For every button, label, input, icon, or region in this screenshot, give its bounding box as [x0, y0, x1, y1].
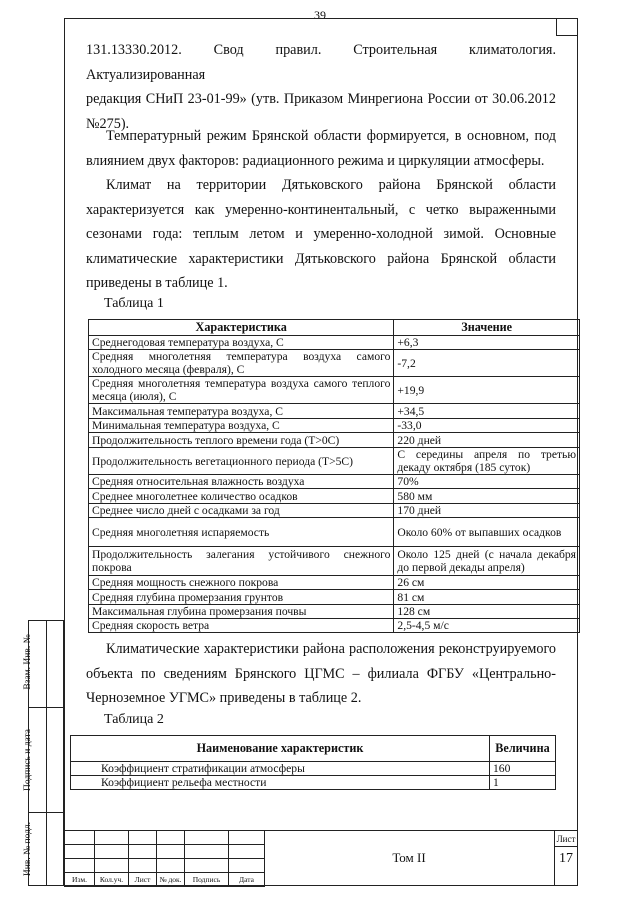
frame-corner-box	[556, 18, 578, 36]
table-row	[89, 336, 580, 350]
stamp-column-label: Дата	[229, 873, 265, 887]
column-header: Величина	[490, 736, 556, 762]
characteristic-cell: Средняя многолетняя температура воздуха самого холодного месяца (февраля), С	[89, 350, 394, 377]
paragraph-temperature: Температурный режим Брянской области формируется, в основном, под влиянием двух факторов: радиационного режима и циркуляции атмосферы.	[86, 128, 556, 169]
side-label-original-inventory: Инв. № подл.	[23, 821, 33, 877]
value-cell: 81 см	[394, 590, 580, 605]
column-header: Значение	[394, 320, 580, 336]
table-header-row	[71, 736, 556, 762]
table-row	[71, 762, 556, 776]
revision-row	[65, 831, 265, 845]
coefficients-table	[70, 735, 556, 790]
table-row	[89, 547, 580, 576]
sheet-label: Лист	[556, 834, 576, 844]
reference-line: №275).	[86, 115, 130, 132]
characteristic-cell: Максимальная глубина промерзания почвы	[89, 605, 394, 619]
table1-caption: Таблица 1	[104, 296, 164, 311]
value-cell: 26 см	[394, 576, 580, 590]
table-row	[89, 619, 580, 633]
characteristic-cell: Средняя мощность снежного покрова	[89, 576, 394, 590]
climate-table	[88, 319, 580, 633]
table-row	[89, 576, 580, 590]
characteristic-cell: Среднегодовая температура воздуха, С	[89, 336, 394, 350]
table-row	[89, 433, 580, 448]
characteristic-cell: Среднее число дней с осадками за год	[89, 504, 394, 518]
characteristic-cell: Средняя многолетняя температура воздуха самого теплого месяца (июля), С	[89, 377, 394, 404]
value-cell: 220 дней	[394, 433, 580, 448]
value-cell: 580 мм	[394, 489, 580, 504]
revision-header-row	[65, 873, 265, 887]
table-row	[89, 475, 580, 489]
table-row	[89, 404, 580, 419]
revision-row	[65, 859, 265, 873]
stamp-column-label: Изм.	[65, 873, 95, 887]
revision-grid	[64, 830, 265, 887]
table-row	[89, 605, 580, 619]
characteristic-cell: Максимальная температура воздуха, С	[89, 404, 394, 419]
side-label-signature-date: Подпись и дата	[23, 729, 33, 792]
paragraph-sources: Климатические характеристики района расположения реконструируемого объекта по сведениям Брянского ЦГМС – филиала ФГБУ «Центрально-Черноземное УГМС» приведены в таблице 2.	[86, 641, 556, 706]
paragraph-climate: Климат на территории Дятьковского района Брянской области характеризуется как умеренно-континентальный, с четко выраженными сезонами года: теплым летом и умеренно-холодной зимой. Основные климатические характеристики Дятьковского района Брянской области приведены в таблице 1.	[86, 177, 556, 291]
side-stamp-divider	[28, 707, 64, 708]
characteristic-cell: Средняя относительная влажность воздуха	[89, 475, 394, 489]
value-cell: -7,2	[394, 350, 580, 377]
side-stamp-divider	[28, 812, 64, 813]
characteristic-cell: Минимальная температура воздуха, С	[89, 419, 394, 433]
table2-caption: Таблица 2	[104, 712, 164, 727]
value-cell: +19,9	[394, 377, 580, 404]
characteristic-cell: Продолжительность вегетационного периода (Т>5С)	[89, 448, 394, 475]
sheet-box-divider	[554, 846, 578, 847]
characteristic-cell: Коэффициент стратификации атмосферы	[71, 762, 490, 776]
value-cell: 170 дней	[394, 504, 580, 518]
value-cell: 128 см	[394, 605, 580, 619]
stamp-column-label: Подпись	[185, 873, 229, 887]
characteristic-cell: Продолжительность теплого времени года (Т>0С)	[89, 433, 394, 448]
column-header: Наименование характеристик	[71, 736, 490, 762]
table-header-row	[89, 320, 580, 336]
value-cell: 2,5-4,5 м/с	[394, 619, 580, 633]
value-cell: Около 60% от выпавших осадков	[394, 518, 580, 547]
value-cell: +6,3	[394, 336, 580, 350]
stamp-column-label: № док.	[157, 873, 185, 887]
characteristic-cell: Средняя глубина промерзания грунтов	[89, 590, 394, 605]
sheet-number: 17	[559, 851, 573, 866]
table-row	[89, 377, 580, 404]
value-cell: Около 125 дней (с начала декабря до первой декады апреля)	[394, 547, 580, 576]
characteristic-cell: Среднее многолетнее количество осадков	[89, 489, 394, 504]
value-cell: 160	[490, 762, 556, 776]
value-cell: С середины апреля по третью декаду октября (185 суток)	[394, 448, 580, 475]
stamp-column-label: Кол.уч.	[95, 873, 129, 887]
characteristic-cell: Средняя многолетняя испаряемость	[89, 518, 394, 547]
page-number: 39	[314, 8, 326, 22]
value-cell: +34,5	[394, 404, 580, 419]
paragraph-reference	[86, 38, 556, 136]
value-cell: 1	[490, 776, 556, 790]
stamp-column-label: Лист	[129, 873, 157, 887]
table-row	[89, 518, 580, 547]
table-row	[89, 590, 580, 605]
characteristic-cell: Средняя скорость ветра	[89, 619, 394, 633]
table-row	[89, 448, 580, 475]
side-stamp-divider	[46, 620, 47, 886]
table-row	[89, 419, 580, 433]
revision-row	[65, 845, 265, 859]
table-row	[71, 776, 556, 790]
characteristic-cell: Продолжительность залегания устойчивого снежного покрова	[89, 547, 394, 576]
reference-line: редакция СНиП 23-01-99» (утв. Приказом Минрегиона России от 30.06.2012	[86, 91, 556, 107]
table-row	[89, 504, 580, 518]
value-cell: 70%	[394, 475, 580, 489]
column-header: Характеристика	[89, 320, 394, 336]
reference-line: 131.13330.2012. Свод правил. Строительная климатология. Актуализированная	[86, 42, 556, 83]
side-label-replacement-inventory: Взам. Инв. №	[23, 634, 33, 690]
volume-label: Том II	[392, 850, 426, 865]
table-row	[89, 350, 580, 377]
value-cell: -33,0	[394, 419, 580, 433]
characteristic-cell: Коэффициент рельефа местности	[71, 776, 490, 790]
table-row	[89, 489, 580, 504]
